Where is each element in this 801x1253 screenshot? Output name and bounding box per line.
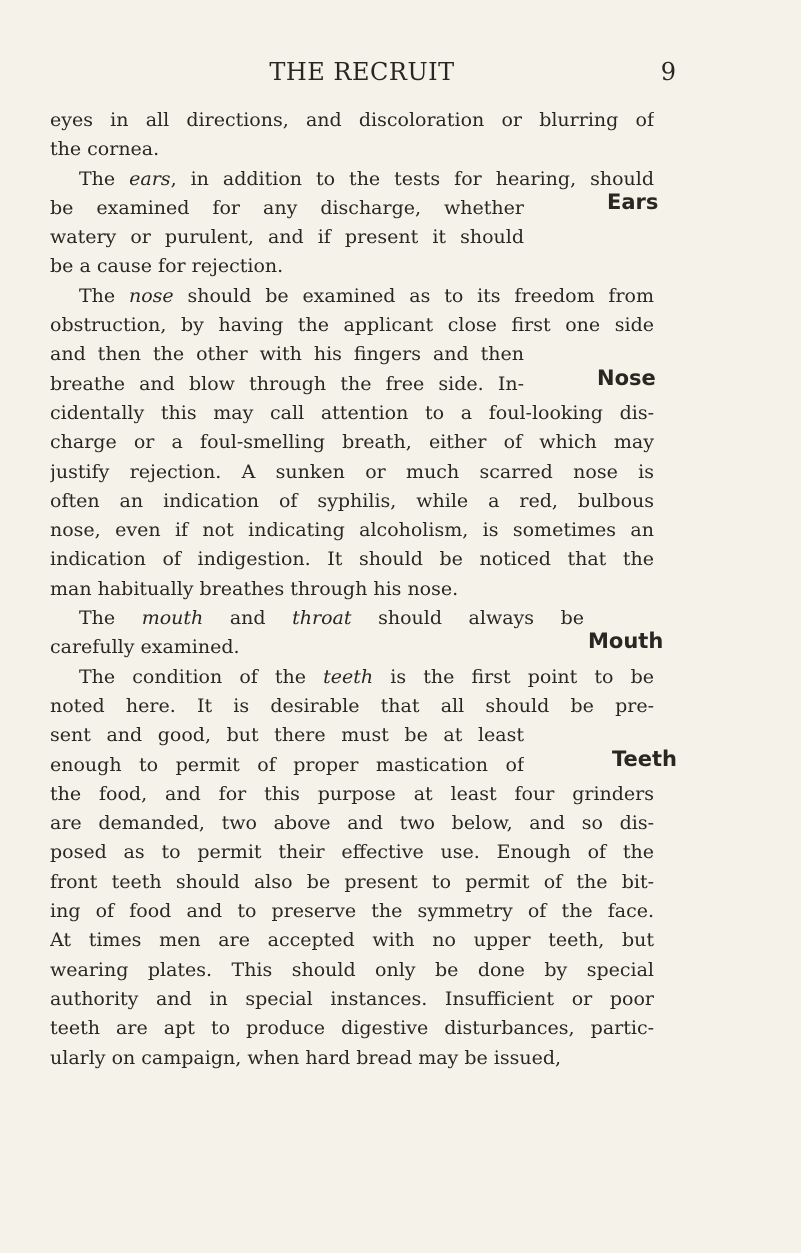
text-segment: the food, and for this purpose at least four grinders: [50, 782, 654, 805]
text-segment: teeth are apt to produce digestive disturbances, partic-: [50, 1017, 654, 1040]
text-segment: justify rejection. A sunken or much scarred nose is: [50, 460, 654, 483]
text-segment: noted here. It is desirable that all should be pre-: [50, 694, 654, 717]
italic-term: ears: [129, 167, 171, 190]
text-segment: be a cause for rejection.: [50, 255, 284, 278]
text-line: [50, 428, 654, 457]
text-segment: charge or a foul-smelling breath, either of which may: [50, 431, 654, 454]
text-segment: posed as to permit their effective use. Enough of the: [50, 841, 654, 864]
text-line: [50, 663, 654, 692]
text-line: [50, 868, 654, 897]
text-segment: often an indication of syphilis, while a red, bulbous: [50, 489, 654, 512]
text-segment: is the first point to be: [373, 665, 654, 688]
running-head: THE RECRUIT: [269, 58, 455, 86]
text-segment: enough to permit of proper mastication of: [50, 753, 524, 776]
sidenote-mouth: Mouth: [588, 629, 664, 653]
text-segment: watery or purulent, and if present it should: [50, 226, 524, 249]
text-line: [50, 135, 654, 164]
text-line: [50, 487, 654, 516]
text-segment: The condition of the: [79, 665, 324, 688]
text-line: [50, 575, 654, 604]
text-segment: wearing plates. This should only be done by special: [50, 958, 654, 981]
text-line: [50, 721, 524, 750]
text-segment: indication of indigestion. It should be noticed that the: [50, 548, 654, 571]
text-line: [50, 604, 584, 633]
text-segment: the cornea.: [50, 138, 160, 161]
text-segment: should be examined as to its freedom from: [173, 284, 654, 307]
text-segment: be examined for any discharge, whether: [50, 196, 524, 219]
text-line: [50, 223, 524, 252]
text-line: [50, 926, 654, 955]
text-line: [50, 399, 654, 428]
page-number: 9: [660, 58, 676, 86]
text-segment: At times men are accepted with no upper teeth, but: [50, 929, 654, 952]
text-line: [50, 897, 654, 926]
text-segment: authority and in special instances. Insufficient or poor: [50, 987, 654, 1010]
text-segment: carefully examined.: [50, 636, 240, 659]
text-line: [50, 516, 654, 545]
text-segment: The: [79, 607, 142, 630]
text-line: [50, 985, 654, 1014]
sidenote-ears: Ears: [607, 190, 659, 214]
text-line: [50, 838, 654, 867]
text-line: [50, 311, 654, 340]
text-line: [50, 809, 654, 838]
text-segment: ing of food and to preserve the symmetry of the face.: [50, 900, 654, 923]
italic-term: mouth: [141, 607, 204, 630]
text-segment: breathe and blow through the free side. In-: [50, 372, 524, 395]
text-segment: man habitually breathes through his nose.: [50, 577, 459, 600]
text-segment: and then the other with his fingers and then: [50, 343, 524, 366]
text-line: [50, 252, 654, 281]
text-segment: should always be: [351, 607, 584, 630]
text-line: [50, 1014, 654, 1043]
text-line: [50, 165, 654, 194]
text-line: [50, 692, 654, 721]
text-segment: obstruction, by having the applicant close first one side: [50, 314, 654, 337]
sidenote-teeth: Teeth: [612, 747, 678, 771]
text-line: [50, 458, 654, 487]
text-line: [50, 780, 654, 809]
text-line: [50, 1044, 654, 1073]
text-line: [50, 194, 524, 223]
text-segment: eyes in all directions, and discoloration or blurring of: [50, 109, 654, 131]
text-segment: front teeth should also be present to permit of the bit-: [50, 870, 654, 893]
italic-term: teeth: [323, 665, 374, 688]
text-line: [50, 751, 524, 780]
text-line: [50, 340, 524, 369]
text-segment: ularly on campaign, when hard bread may be issued,: [50, 1046, 562, 1069]
text-line: [50, 956, 654, 985]
text-segment: sent and good, but there must be at least: [50, 724, 524, 747]
text-segment: cidentally this may call attention to a foul-looking dis-: [50, 401, 654, 424]
text-segment: , in addition to the tests for hearing, should: [170, 167, 654, 190]
text-segment: The: [79, 284, 129, 307]
text-line: [50, 282, 654, 311]
italic-term: nose: [128, 284, 174, 307]
text-line: [50, 106, 654, 135]
italic-term: throat: [292, 607, 352, 630]
text-line: [50, 545, 654, 574]
page-header: [48, 58, 676, 88]
text-segment: nose, even if not indicating alcoholism, is sometimes an: [50, 519, 654, 542]
sidenote-nose: Nose: [597, 366, 656, 390]
text-line: [50, 633, 654, 662]
text-segment: are demanded, two above and two below, and so dis-: [50, 812, 654, 835]
text-segment: and: [203, 607, 293, 630]
text-line: [50, 370, 524, 399]
body-text: [50, 106, 654, 1073]
text-segment: The: [79, 167, 130, 190]
